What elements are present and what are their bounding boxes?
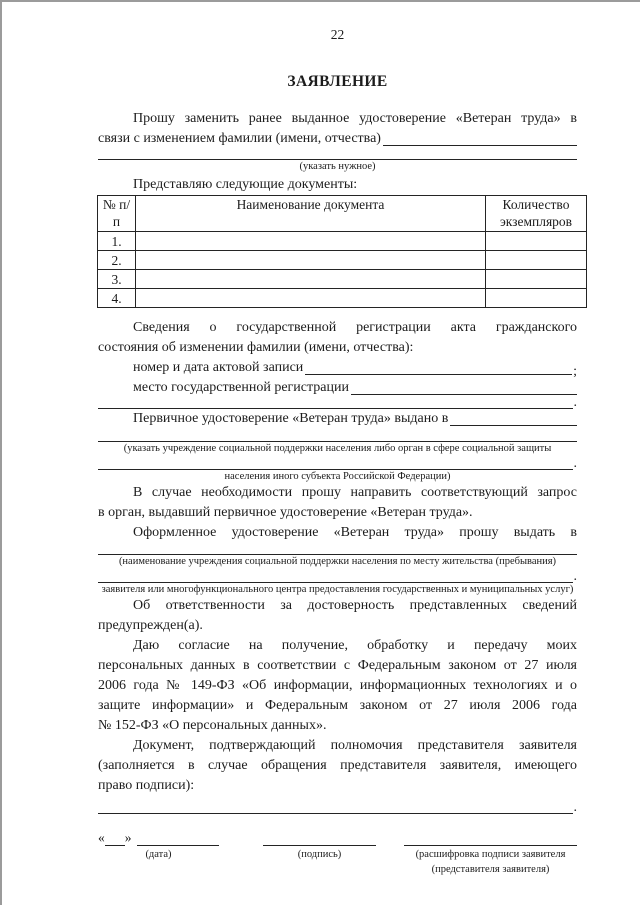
hint-mfc: заявителя или многофункционального центра предоставления государственных и муниципальных услуг) <box>101 584 574 595</box>
signature-row <box>98 830 577 876</box>
hint-specify-needed: (указать нужное) <box>299 161 376 172</box>
punctuation: . <box>573 800 577 815</box>
representative-line-2: (заполняется в случае обращения представителя заявителя, имеющего <box>98 758 577 773</box>
col-header-number: № п/п <box>98 196 136 232</box>
copies-cell <box>486 289 587 308</box>
consent-paragraph <box>98 636 577 736</box>
consent-line-1: Даю согласие на получение, обработку и передачу моих <box>133 638 577 653</box>
request-line-1: В случае необходимости прошу направить соответствующий запрос <box>133 485 577 500</box>
issue-line: Оформленное удостоверение «Ветеран труда» прошу выдать в <box>133 525 577 540</box>
decipher-blank-line <box>404 830 577 846</box>
blank-line <box>98 432 577 442</box>
responsibility-line-2: предупрежден(а). <box>98 618 203 633</box>
representative-line-1: Документ, подтверждающий полномочия представителя заявителя <box>133 738 577 753</box>
request-paragraph <box>98 483 577 523</box>
date-blank-field <box>137 833 220 846</box>
page-content <box>2 26 640 876</box>
registration-paragraph <box>98 318 577 409</box>
request-line-2: в орган, выдавший первичное удостоверение «Ветеран труда». <box>98 505 473 520</box>
consent-line-2: персональных данных в соответствии с Федеральным законом от 27 июля <box>98 658 577 673</box>
punctuation: ; <box>573 364 577 379</box>
blank-line <box>98 569 577 584</box>
punctuation: . <box>573 395 577 410</box>
punctuation: . <box>573 569 577 584</box>
documents-table <box>97 195 587 308</box>
copies-cell <box>486 251 587 270</box>
representative-line-3: право подписи): <box>98 778 195 793</box>
blank-line <box>98 800 577 815</box>
row-number: 4. <box>98 289 136 308</box>
decipher-caption-1: (расшифровка подписи заявителя <box>415 849 566 860</box>
consent-line-5: № 152-ФЗ «О персональных данных». <box>98 718 327 733</box>
decipher-caption-2: (представителя заявителя) <box>431 864 550 875</box>
responsibility-line-1: Об ответственности за достоверность представленных сведений <box>133 598 577 613</box>
signature-date-block <box>98 830 219 876</box>
blank-line <box>98 395 577 410</box>
consent-line-3: 2006 года № 149-ФЗ «Об информации, информационных технологиях и о <box>98 678 577 693</box>
row-number: 3. <box>98 270 136 289</box>
doc-title: ЗАЯВЛЕНИЕ <box>287 73 388 90</box>
representative-paragraph <box>98 736 577 796</box>
table-header-row <box>98 196 587 232</box>
punctuation: . <box>573 456 577 471</box>
col-header-copies: Количество экземпляров <box>486 196 587 232</box>
blank-line <box>98 150 577 160</box>
hint-other-federation-subject: населения иного субъекта Российской Федерации) <box>224 471 451 482</box>
sign-blank-line <box>263 830 376 846</box>
doc-name-cell <box>136 251 486 270</box>
col-header-doc-name: Наименование документа <box>136 196 486 232</box>
decipher-blank-field <box>404 833 577 846</box>
doc-name-cell <box>136 289 486 308</box>
intro-line-2 <box>98 129 577 149</box>
sign-blank-field <box>263 833 376 846</box>
table-row <box>98 232 587 251</box>
intro-line-2-text: связи с изменением фамилии (имени, отчества) <box>98 131 381 146</box>
sign-caption: (подпись) <box>297 849 342 860</box>
blank-field <box>305 374 572 375</box>
record-number-label: номер и дата актовой записи <box>133 360 304 375</box>
signature-decipher-block <box>404 830 577 876</box>
registration-line-1: Сведения о государственной регистрации акта гражданского <box>133 320 577 335</box>
copies-cell <box>486 232 587 251</box>
signature-sign-block <box>263 830 376 876</box>
documents-lead: Представляю следующие документы: <box>133 177 358 192</box>
consent-line-4: защите информации» и Федеральным законом от 27 июля 2006 года <box>98 698 577 713</box>
blank-field <box>383 145 577 146</box>
close-quote: » <box>124 830 132 845</box>
registration-place-field <box>98 378 577 398</box>
table-row <box>98 289 587 308</box>
blank-line <box>98 545 577 555</box>
blank-field <box>450 425 577 426</box>
doc-name-cell <box>136 232 486 251</box>
row-number: 2. <box>98 251 136 270</box>
open-quote: « <box>98 830 105 845</box>
registration-place-label: место государственной регистрации <box>133 380 349 395</box>
hint-issuing-institution: (наименование учреждения социальной поддержки населения по месту жительства (пребывания) <box>118 556 557 567</box>
blank-line <box>98 456 577 471</box>
blank-field <box>98 813 573 814</box>
intro-paragraph <box>98 109 577 149</box>
day-blank-field <box>105 833 125 846</box>
table-row <box>98 270 587 289</box>
primary-certificate-line <box>98 409 577 429</box>
responsibility-paragraph <box>98 596 577 636</box>
date-blank-line <box>98 830 219 846</box>
date-caption: (дата) <box>145 849 172 860</box>
doc-name-cell <box>136 270 486 289</box>
row-number: 1. <box>98 232 136 251</box>
blank-field <box>351 394 577 395</box>
registration-line-2: состояния об изменении фамилии (имени, отчества): <box>98 340 414 355</box>
page-number: 22 <box>330 27 345 42</box>
copies-cell <box>486 270 587 289</box>
table-row <box>98 251 587 270</box>
intro-line-1: Прошу заменить ранее выданное удостоверение «Ветеран труда» в <box>133 111 577 126</box>
hint-social-support-institution: (указать учреждение социальной поддержки населения либо орган в сфере социальной защиты <box>123 443 552 454</box>
primary-certificate-text: Первичное удостоверение «Ветеран труда» выдано в <box>133 411 449 426</box>
record-number-field <box>98 358 577 378</box>
